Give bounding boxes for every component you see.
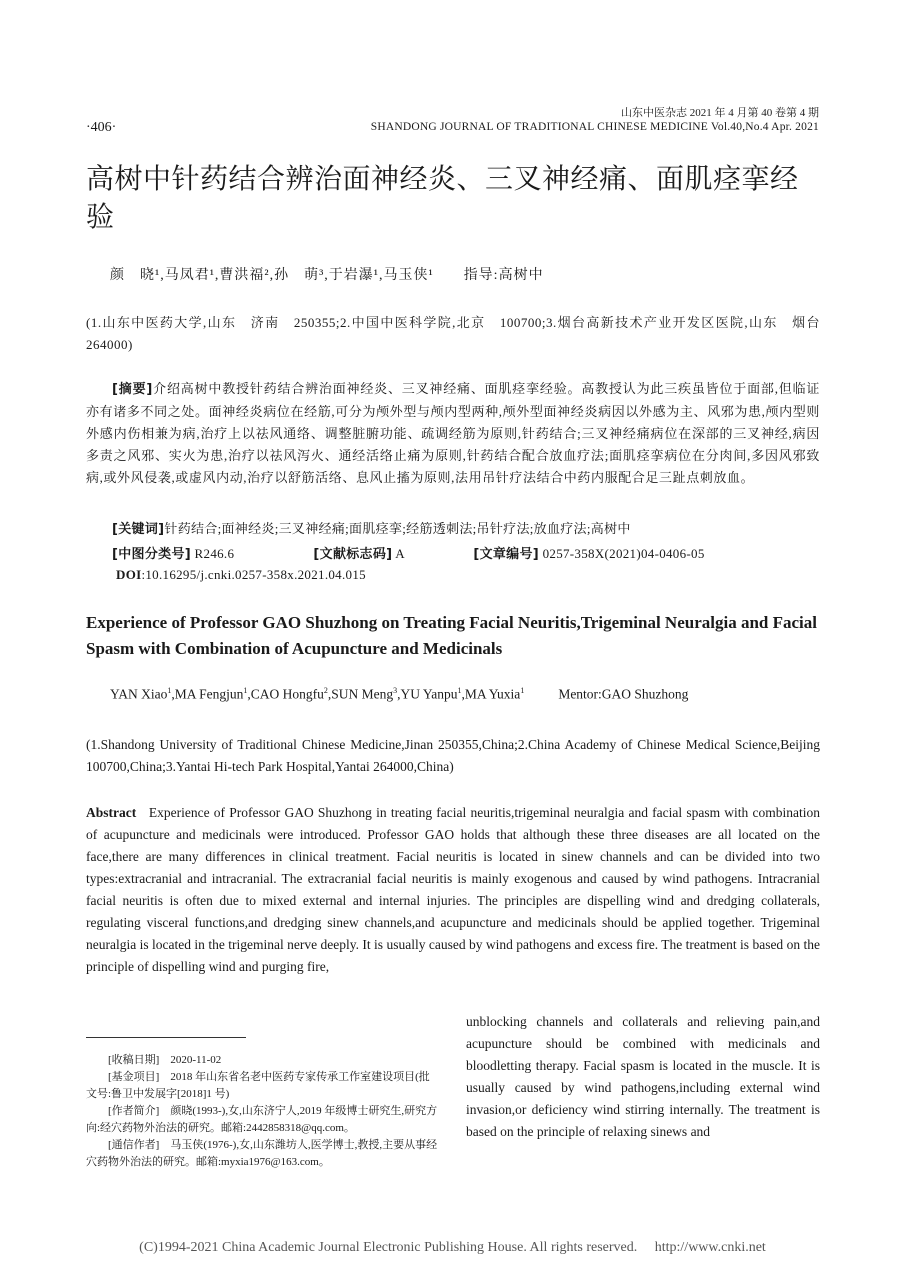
keywords-cn-label: [关键词]	[112, 522, 165, 537]
footnotes	[86, 1052, 440, 1171]
author-affil-sup: 1	[243, 686, 248, 695]
footnote-corresponding-author: [通信作者] 马玉侠(1976-),女,山东潍坊人,医学博士,教授,主要从事经穴药物外治法的研究。邮箱:myxia1976@163.com。	[86, 1139, 438, 1168]
abstract-en-continued: unblocking channels and collaterals and relieving pain,and acupuncture should be combined with medicinals and bloodletting therapy. Facial spasm is located in the muscle. It is usually caused by wind pathogens,including external wind invasion,or deficiency wind stirring internally. The treatment is based on the principle of relaxing sinews and	[466, 1014, 820, 1139]
affiliations-en: (1.Shandong University of Traditional Chinese Medicine,Jinan 250355,China;2.China Academy of Chinese Medical Science,Beijing 100700,China;3.Yantai Hi-tech Park Hospital,Yantai 264000,China)	[86, 737, 820, 774]
authors-cn: 颜 晓¹,马凤君¹,曹洪福²,孙 萌³,于岩瀑¹,马玉侠¹ 指导:高树中	[110, 268, 544, 283]
clc-value: R246.6	[194, 546, 235, 561]
author-en: MA Fengjun	[174, 686, 244, 702]
journal-header-en: SHANDONG JOURNAL OF TRADITIONAL CHINESE MEDICINE Vol.40,No.4 Apr. 2021	[370, 121, 819, 133]
abstract-cn	[86, 378, 820, 489]
abstract-en	[86, 802, 820, 978]
footnote-funding: [基金项目] 2018 年山东省名老中医药专家传承工作室建设项目(批文号:鲁卫中发展字[2018]1 号)	[86, 1071, 430, 1100]
keywords-cn-text: 针药结合;面神经炎;三叉神经痛;面肌痉挛;经筋透刺法;吊针疗法;放血疗法;高树中	[164, 521, 631, 536]
author-en: YAN Xiao	[110, 686, 168, 702]
doc-code-label: [文献标志码]	[313, 547, 393, 562]
clc-label: [中图分类号]	[112, 547, 191, 562]
footnote-author-bio: [作者简介] 颜晓(1993-),女,山东济宁人,2019 年级博士研究生,研究方向:经穴药物外治法的研究。邮箱:2442858318@qq.com。	[86, 1105, 438, 1134]
abstract-cn-text: 介绍高树中教授针药结合辨治面神经炎、三叉神经痛、面肌痉挛经验。高教授认为此三疾虽皆位于面部,但临证亦有诸多不同之处。面神经炎病位在经筋,可分为颅外型与颅内型两种,颅外型面神经炎病因以外感为主、风邪为患,颅内型则外感内伤相兼为病,治疗上以祛风通络、调整脏腑功能、疏调经筋为原则,针药结合;三叉神经痛病位在深部的三叉神经,病因多责之风邪、实火为患,治疗以祛风泻火、通经活络止痛为原则,针药结合配合放血疗法;面肌痉挛病位在分肉间,多因风邪致病,或外风侵袭,或虚风内动,治疗以舒筋活络、息风止搐为原则,法用吊针疗法结合中药内服配合足三趾点刺放血。	[86, 381, 820, 485]
footnote-divider	[86, 1037, 246, 1038]
article-title-cn: 高树中针药结合辨治面神经炎、三叉神经痛、面肌痉挛经验	[86, 162, 799, 233]
mentor-en: Mentor:GAO Shuzhong	[558, 686, 689, 702]
doi-label: DOI	[116, 567, 142, 582]
author-affil-sup: 1	[520, 686, 525, 695]
author-en: SUN Meng	[331, 686, 394, 702]
article-title-en: Experience of Professor GAO Shuzhong on Treating Facial Neuritis,Trigeminal Neuralgia and Facial Spasm with Combination of Acupuncture and Medicinals	[86, 613, 817, 658]
affiliations-cn: (1.山东中医药大学,山东 济南 250355;2.中国中医科学院,北京 100700;3.烟台高新技术产业开发区医院,山东 烟台 264000)	[86, 315, 834, 352]
author-affil-sup: 2	[323, 686, 328, 695]
doi-line	[116, 567, 366, 583]
author-en: YU Yanpu	[400, 686, 458, 702]
keywords-cn	[112, 518, 631, 537]
author-affil-sup: 1	[457, 686, 462, 695]
footnote-received-date: [收稿日期] 2020-11-02	[108, 1054, 222, 1066]
author-en: CAO Hongfu	[250, 686, 324, 702]
article-number-label: [文章编号]	[473, 547, 540, 562]
classification-line	[112, 543, 705, 562]
abstract-en-text: Experience of Professor GAO Shuzhong in treating facial neuritis,trigeminal neuralgia and facial spasm with combination of acupuncture and medicinals were introduced. Professor GAO holds that although these three diseases are all located on the face,there are many differences in clinical treatment. Facial neuritis is located in sinew channels and can be divided into two types:extracranial and intracranial. The extracranial facial neuritis is mainly exogenous and caused by wind pathogens. Intracranial facial neuritis is often due to mixed external and internal injuries. The principles are dispelling wind and dredging collaterals, regulating visceral functions,and dredging sinew channels,and acupuncture and medicinals should be applied together. Trigeminal neuralgia is located in the trigeminal nerve deeply. It is usually caused by wind pathogens and excess fire. The treatment is based on the principle of dispelling wind and purging fire,	[86, 805, 821, 974]
doi-value: :10.16295/j.cnki.0257-358x.2021.04.015	[141, 567, 366, 582]
copyright-notice: (C)1994-2021 China Academic Journal Electronic Publishing House. All rights reserved. http://www.cnki.net	[139, 1240, 766, 1255]
author-affil-sup: 3	[393, 686, 398, 695]
abstract-en-label: Abstract	[86, 805, 137, 820]
author-en: MA Yuxia	[464, 686, 521, 702]
page-number: ·406·	[86, 120, 117, 135]
abstract-cn-label: [摘要]	[112, 382, 153, 397]
author-affil-sup: 1	[167, 686, 172, 695]
authors-en: YAN Xiao$^1$,MA Fengjun$^1$,CAO Hongfu$^2$,SUN Meng$^3$,YU Yanpu$^1$,MA Yuxia$^1$ Mentor:GAO Shuzhong	[110, 686, 689, 702]
journal-header-cn: 山东中医杂志 2021 年 4 月第 40 卷第 4 期	[621, 107, 819, 119]
doc-code-value: A	[395, 546, 405, 561]
article-number-value: 0257-358X(2021)04-0406-05	[542, 546, 705, 561]
